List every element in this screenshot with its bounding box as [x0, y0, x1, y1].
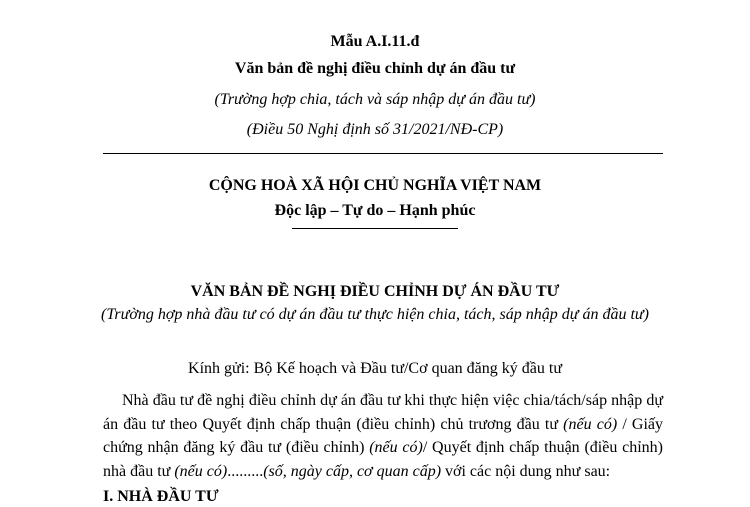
body-text-4: ......... — [227, 462, 264, 480]
body-note-1: (nếu có) — [563, 415, 618, 433]
document-title: VĂN BẢN ĐỀ NGHỊ ĐIỀU CHỈNH DỰ ÁN ĐẦU TƯ — [190, 283, 560, 300]
form-scope: (Trường hợp chia, tách và sáp nhập dự án đầu tư) — [214, 91, 536, 108]
country-name: CỘNG HOÀ XÃ HỘI CHỦ NGHĨA VIỆT NAM — [208, 177, 542, 194]
legal-basis: (Điều 50 Nghị định số 31/2021/NĐ-CP) — [246, 121, 504, 138]
body-text-5: với các nội dung như sau: — [441, 462, 611, 480]
body-paragraph — [103, 389, 663, 483]
body-text-2: / Giấy chứng nhận đăng ký đầu tư (điều chỉnh) — [103, 415, 664, 456]
document-subtitle: (Trường hợp nhà đầu tư có dự án đầu tư thực hiện chia, tách, sáp nhập dự án đầu tư) — [101, 306, 649, 323]
form-title: Văn bản đề nghị điều chỉnh dự án đầu tư — [234, 60, 516, 77]
body-text-3: / Quyết định chấp thuận (điều chỉnh) nhà đầu tư — [103, 439, 663, 480]
recipient-line: Kính gửi: Bộ Kế hoạch và Đầu tư/Cơ quan đăng ký đầu tư — [188, 360, 562, 377]
body-note-3: (nếu có) — [174, 462, 228, 480]
national-motto: Độc lập – Tự do – Hạnh phúc — [274, 202, 476, 219]
body-note-2: (nếu có) — [369, 439, 423, 456]
body-text-1: Nhà đầu tư đề nghị điều chỉnh dự án đầu tư khi thực hiện việc chia/tách/sáp nhập dự án đầu tư theo Quyết định chấp thuận (điều chỉnh) chủ trương đầu tư — [103, 392, 663, 433]
section-heading: I. NHÀ ĐẦU TƯ — [103, 488, 219, 505]
motto-underline — [292, 228, 458, 229]
form-code: Mẫu A.I.11.đ — [330, 33, 420, 50]
body-note-4: (số, ngày cấp, cơ quan cấp) — [263, 462, 442, 480]
header-divider — [103, 153, 663, 154]
